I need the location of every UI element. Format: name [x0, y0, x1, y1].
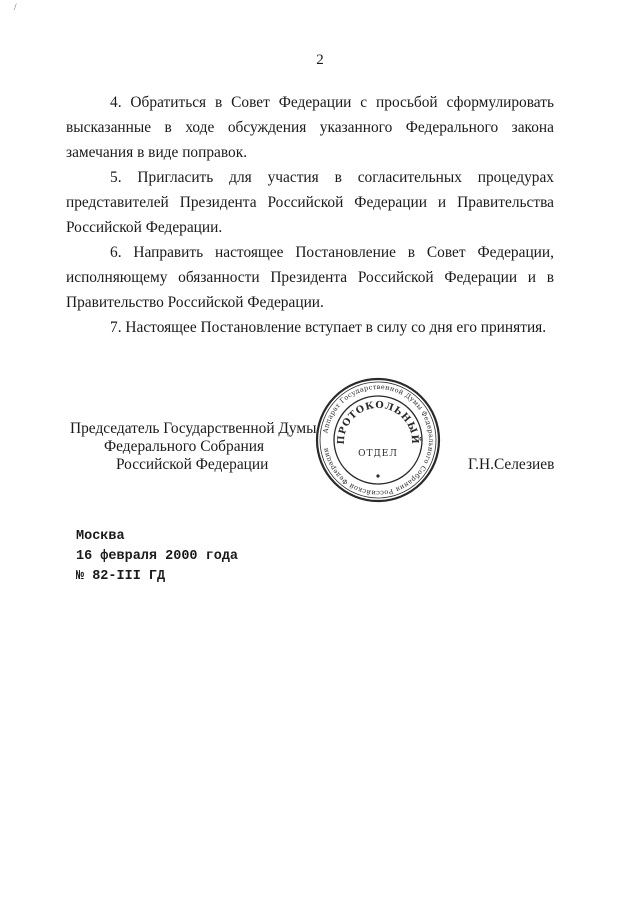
footer-date: 16 февраля 2000 года	[76, 549, 239, 564]
seal-center-text: ОТДЕЛ	[358, 449, 398, 459]
seal-outer-text: Аппарат Государственной Думы Федерального Собрания Российской Федерации	[321, 382, 436, 498]
signatory-title-line: Российской Федерации	[116, 456, 269, 473]
document-body	[66, 90, 554, 340]
signatory-title	[70, 420, 317, 474]
seal-graphic	[314, 376, 442, 504]
corner-mark: /	[14, 2, 17, 12]
paragraph-item-5: 5. Пригласить для участия в согласительных процедурах представителей Президента Российской Федерации и Правительства Российской Федерации.	[66, 169, 554, 236]
signatory-name: Г.Н.Селезиев	[468, 456, 555, 473]
official-seal-stamp	[314, 376, 442, 504]
seal-inner-text: ПРОТОКОЛЬНЫЙ	[335, 399, 421, 445]
page-number: 2	[316, 52, 324, 68]
footer-city: Москва	[76, 529, 125, 544]
signatory-title-line: Председатель Государственной Думы	[70, 420, 317, 437]
paragraph-item-4: 4. Обратиться в Совет Федерации с просьбой сформулировать высказанные в ходе обсуждения указанного Федерального закона замечания в виде поправок.	[66, 94, 554, 161]
signatory-title-line: Федерального Собрания	[104, 438, 265, 455]
paragraph-item-7: 7. Настоящее Постановление вступает в силу со дня его принятия.	[110, 319, 547, 336]
paragraph-item-6: 6. Направить настоящее Постановление в Совет Федерации, исполняющему обязанности Президента Российской Федерации и в Правительство Российской Федерации.	[66, 244, 554, 311]
footer-number: № 82-III ГД	[76, 569, 166, 584]
document-footer	[76, 527, 238, 587]
